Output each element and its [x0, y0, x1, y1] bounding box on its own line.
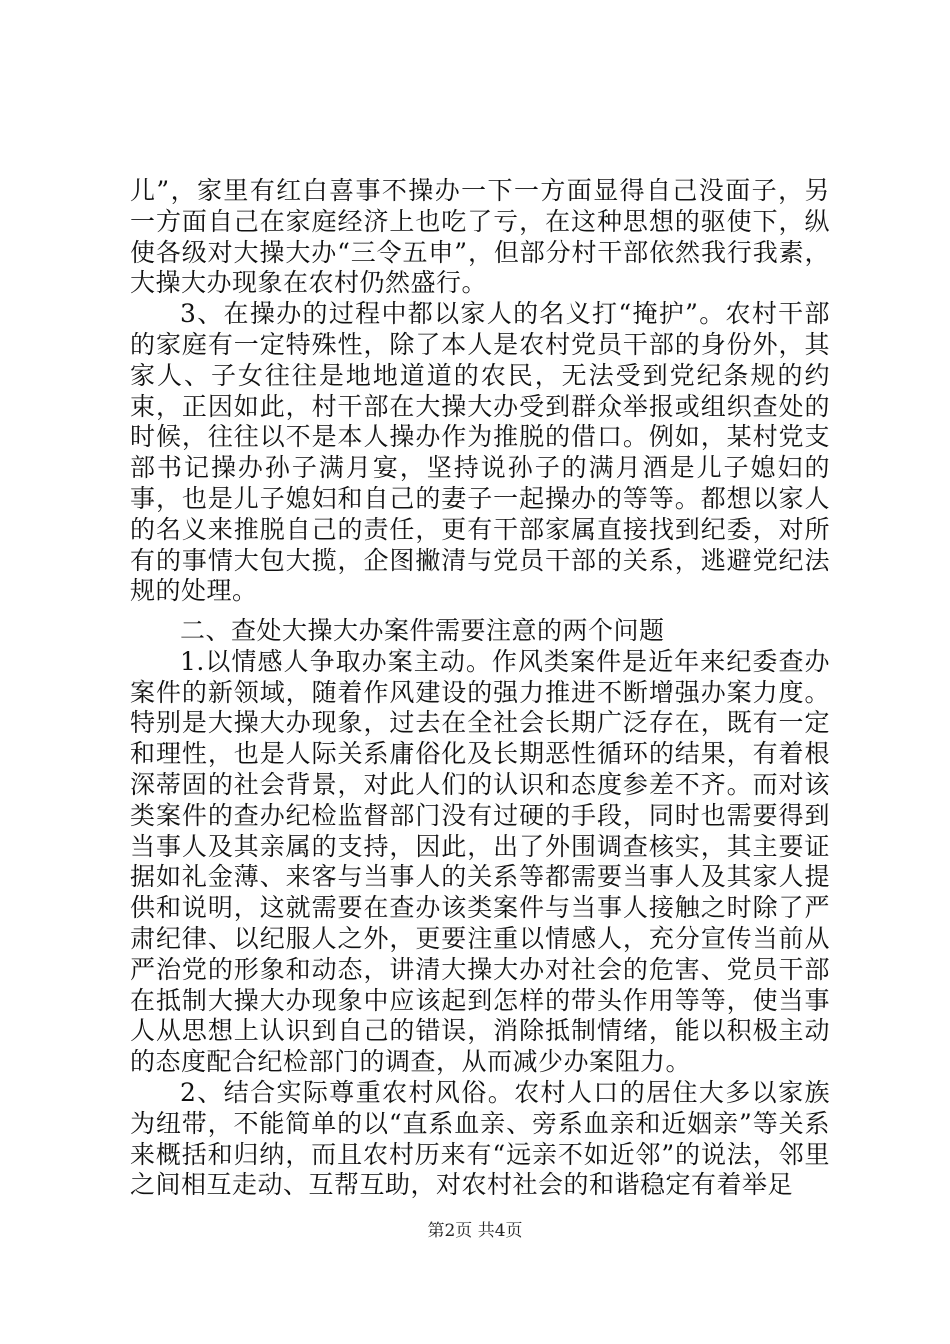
section-heading: 二、查处大操大办案件需要注意的两个问题 — [180, 616, 665, 645]
paragraph-point-1: 1.以情感人争取办案主动。作风类案件是近年来纪委查办案件的新领域，随着作风建设的强力推进不断增强办案力度。特别是大操大办现象，过去在全社会长期广泛存在，既有一定和理性，也是人际关系庸俗化及长期恶性循环的结果，有着根深蒂固的社会背景，对此人们的认识和态度参差不齐。而对该类案件的查办纪检监督部门没有过硬的手段，同时也需要得到当事人及其亲属的支持，因此，出了外围调查核实，其主要证据如礼金薄、来客与当事人的关系等都需要当事人及其家人提供和说明，这就需要在查办该类案件与当事人接触之时除了严肃纪律、以纪服人之外，更要注重以情感人，充分宣传当前从严治党的形象和动态，讲清大操大办对社会的危害、党员干部在抵制大操大办现象中应该起到怎样的带头作用等等，使当事人从思想上认识到自己的错误，消除抵制情绪，能以积极主动的态度配合纪检部门的调查，从而减少办案阻力。 — [130, 646, 830, 1077]
body-text-top — [130, 176, 830, 607]
page-footer: 第2页 共4页 — [427, 1221, 523, 1241]
body-text-bottom — [130, 616, 830, 1201]
paragraph-point-3: 3、在操办的过程中都以家人的名义打“掩护”。农村干部的家庭有一定特殊性，除了本人是农村党员干部的身份外，其家人、子女往往是地地道道的农民，无法受到党纪条规的约束，正因如此，村干部在大操大办受到群众举报或组织查处的时候，往往以不是本人操办作为推脱的借口。例如，某村党支部书记操办孙子满月宴，坚持说孙子的满月酒是儿子媳妇的事，也是儿子媳妇和自己的妻子一起操办的等等。都想以家人的名义来推脱自己的责任，更有干部家属直接找到纪委，对所有的事情大包大揽，企图撇清与党员干部的关系，逃避党纪法规的处理。 — [130, 299, 830, 606]
paragraph-point-2: 2、结合实际尊重农村风俗。农村人口的居住大多以家族为纽带，不能简单的以“直系血亲、旁系血亲和近姻亲”等关系来概括和归纳，而且农村历来有“远亲不如近邻”的说法，邻里之间相互走动、互帮互助，对农村社会的和谐稳定有着举足 — [130, 1077, 830, 1200]
paragraph-continuation: 儿”，家里有红白喜事不操办一下一方面显得自己没面子，另一方面自己在家庭经济上也吃了亏，在这种思想的驱使下，纵使各级对大操大办“三令五申”，但部分村干部依然我行我素，大操大办现象在农村仍然盛行。 — [130, 176, 830, 298]
